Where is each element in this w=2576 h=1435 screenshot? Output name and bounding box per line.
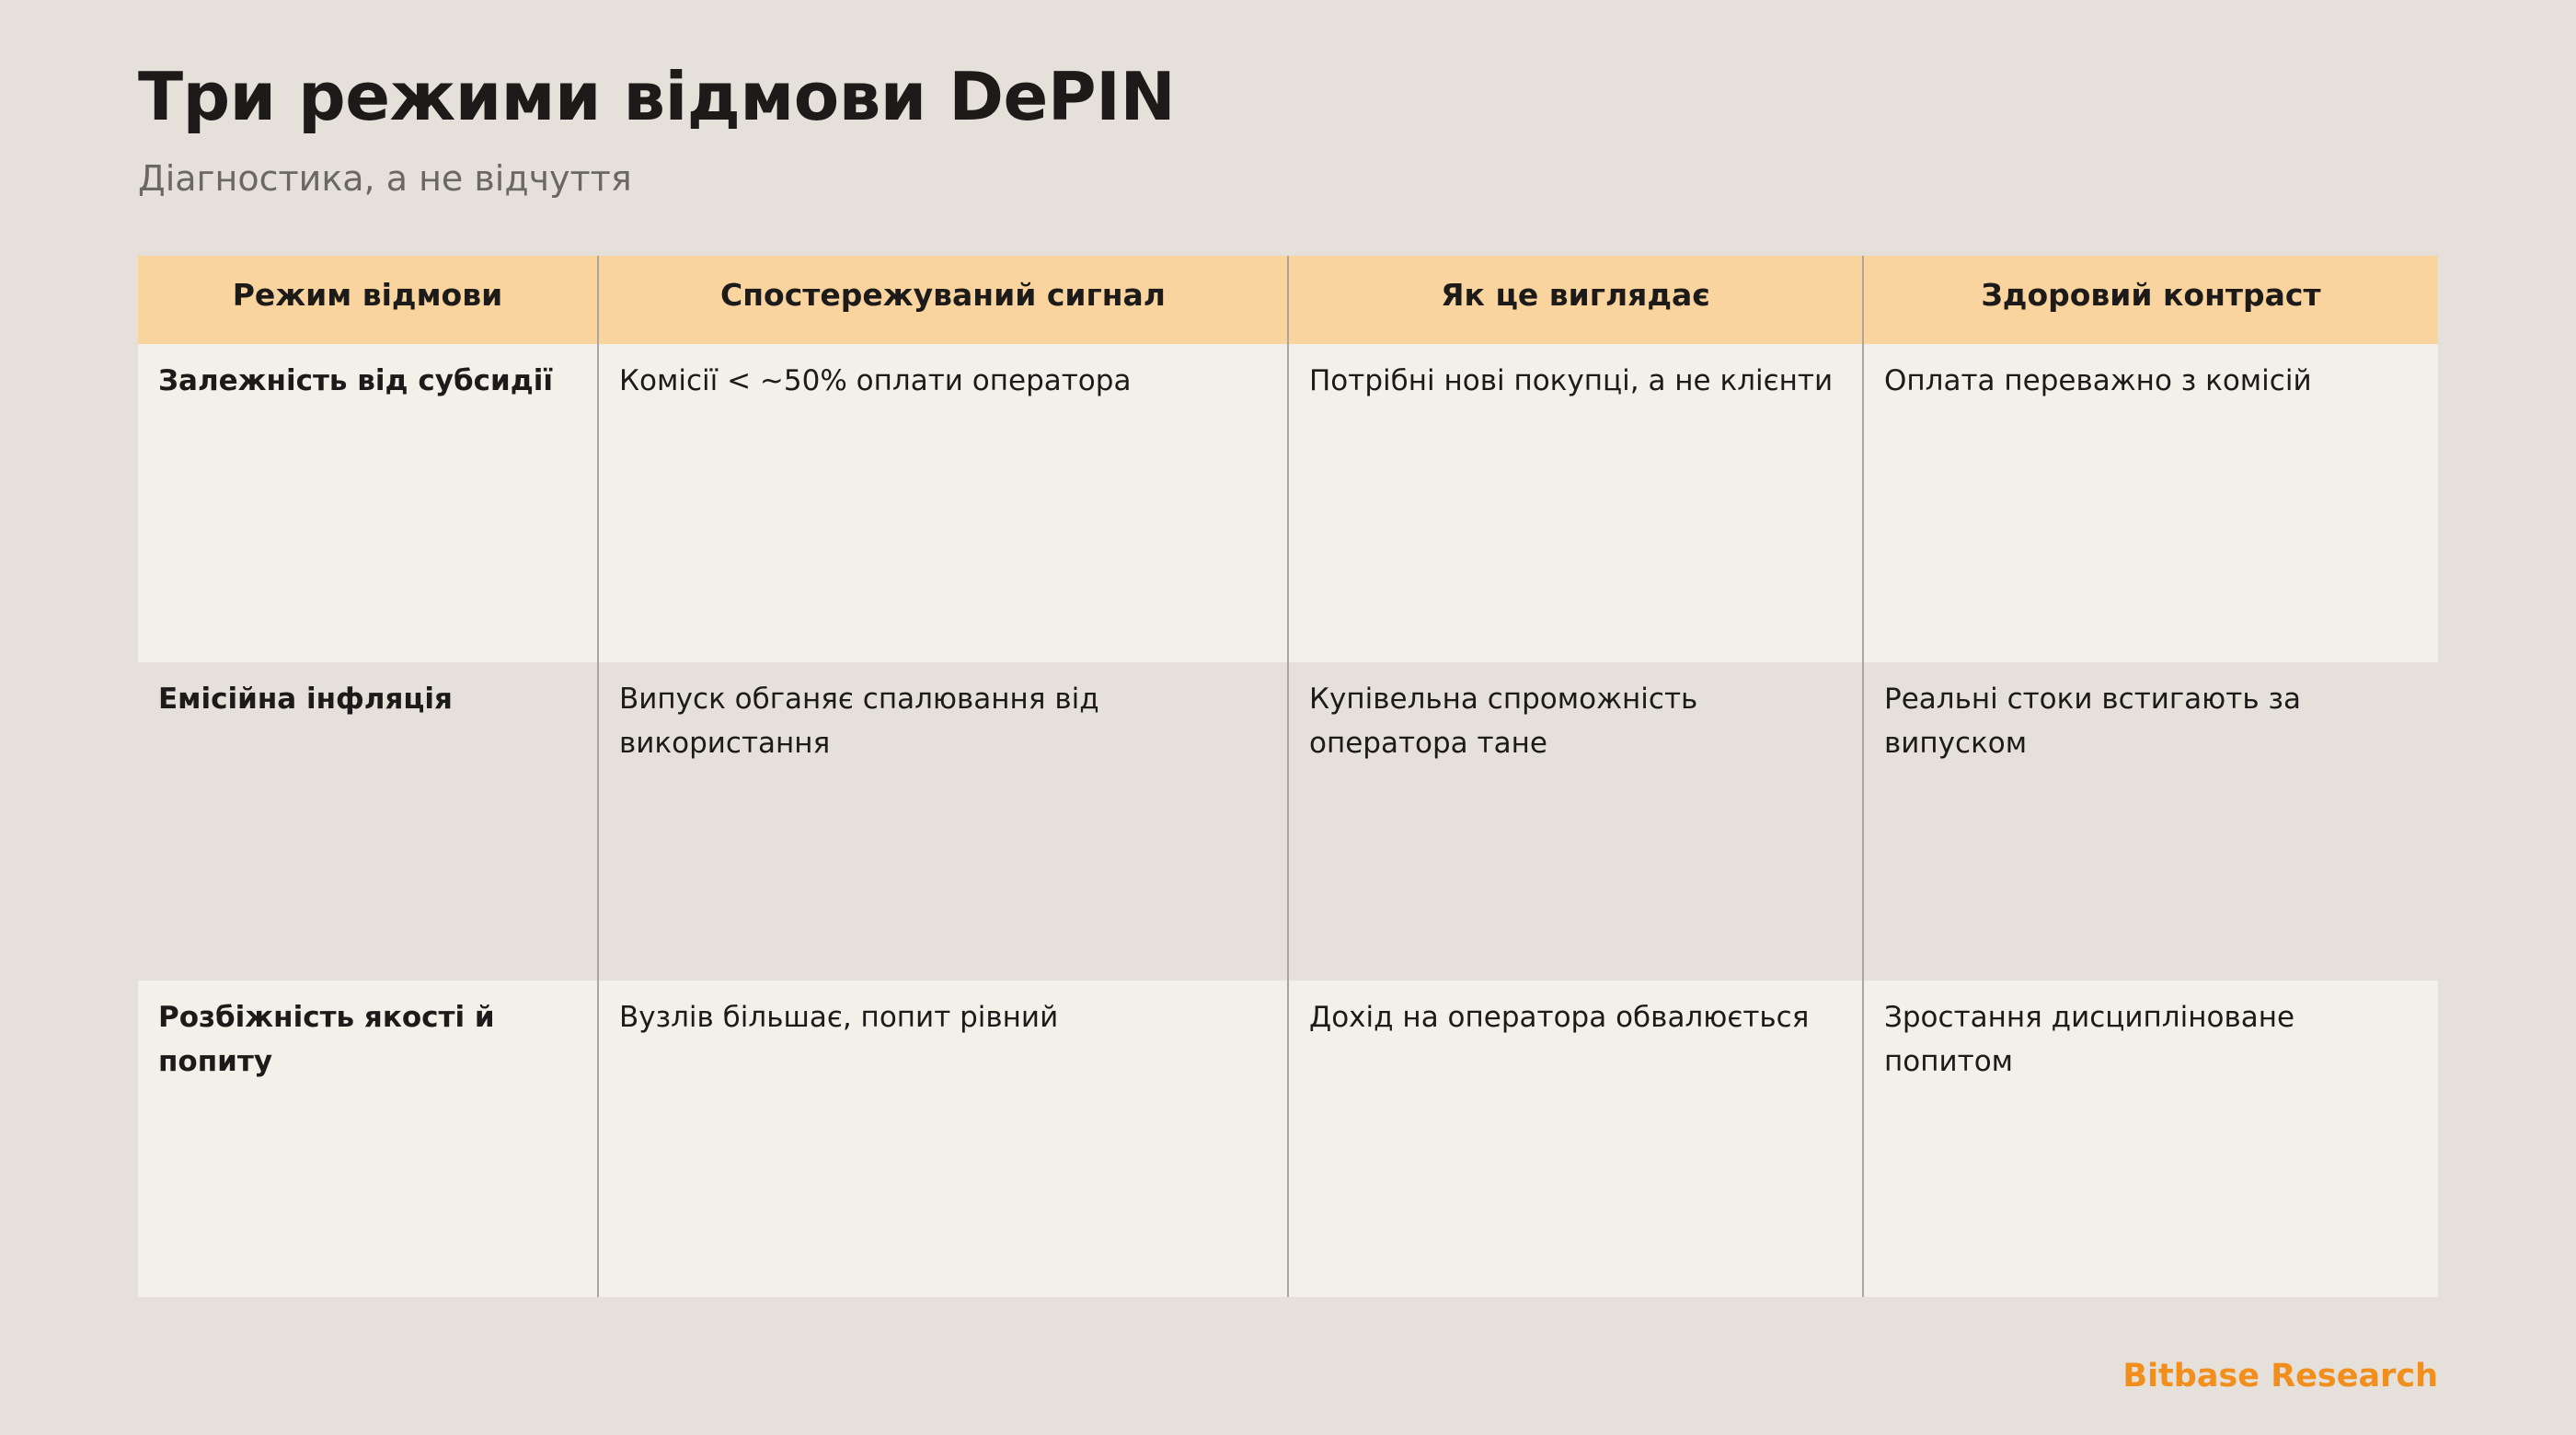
cell-healthy: Зростання дисципліноване попитом	[1863, 981, 2438, 1297]
table-row	[138, 981, 2438, 1297]
column-header-looks: Як це виглядає	[1288, 256, 1863, 344]
cell-signal: Випуск обганяє спалювання від використання	[598, 662, 1288, 981]
page-title: Три режими відмови DePIN	[138, 58, 1176, 135]
table-header-row	[138, 256, 2438, 344]
failure-modes-table	[138, 256, 2438, 1297]
cell-looks: Потрібні нові покупці, а не клієнти	[1288, 344, 1863, 662]
page-subtitle: Діагностика, а не відчуття	[138, 158, 632, 199]
cell-mode: Залежність від субсидії	[138, 344, 598, 662]
column-header-healthy: Здоровий контраст	[1863, 256, 2438, 344]
cell-signal: Комісії < ~50% оплати оператора	[598, 344, 1288, 662]
cell-looks: Дохід на оператора обвалюється	[1288, 981, 1863, 1297]
cell-mode: Емісійна інфляція	[138, 662, 598, 981]
cell-looks: Купівельна спроможність оператора тане	[1288, 662, 1863, 981]
table-row	[138, 662, 2438, 981]
table-row	[138, 344, 2438, 662]
cell-mode: Розбіжність якості й попиту	[138, 981, 598, 1297]
brand-footer: Bitbase Research	[2122, 1358, 2438, 1395]
column-header-signal: Спостережуваний сигнал	[598, 256, 1288, 344]
cell-healthy: Реальні стоки встигають за випуском	[1863, 662, 2438, 981]
column-header-mode: Режим відмови	[138, 256, 598, 344]
cell-healthy: Оплата переважно з комісій	[1863, 344, 2438, 662]
cell-signal: Вузлів більшає, попит рівний	[598, 981, 1288, 1297]
